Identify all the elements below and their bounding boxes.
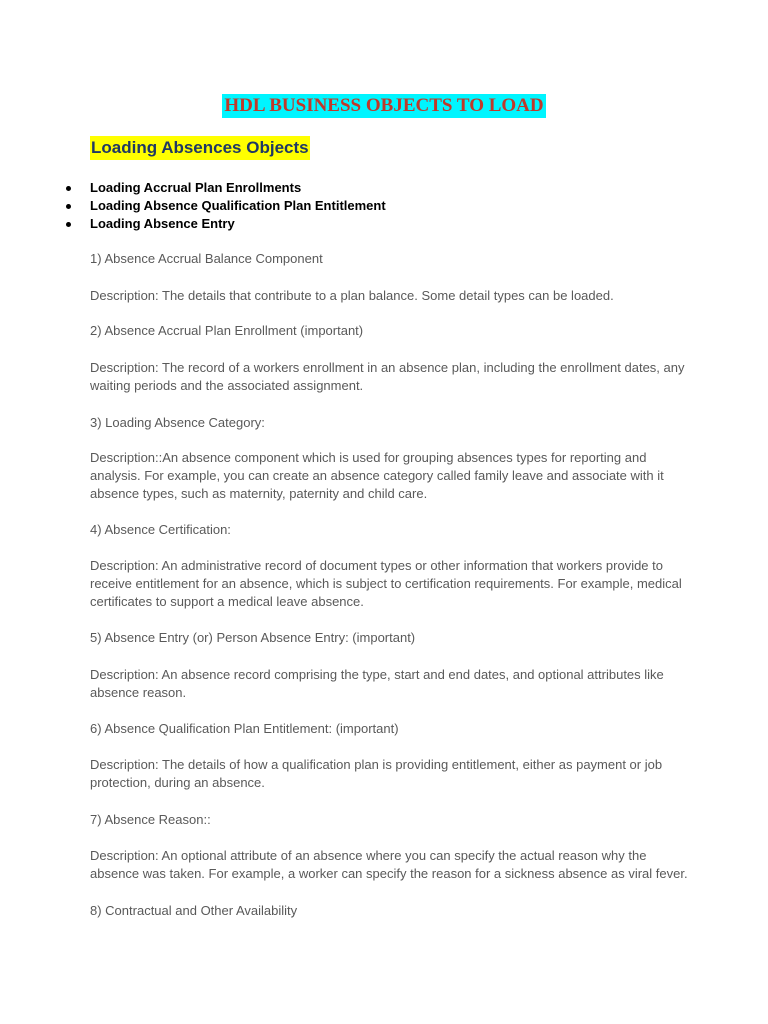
- bullet-list: [0, 179, 386, 233]
- main-title: HDL BUSINESS OBJECTS TO LOAD: [224, 95, 544, 116]
- section-title: Loading Absences Objects: [90, 136, 310, 160]
- heading-contractual-availability: 8) Contractual and Other Availability: [90, 903, 298, 918]
- bullet-label: Loading Absence Qualification Plan Entitlement: [90, 198, 386, 213]
- description-absence-reason: Description: An optional attribute of an absence where you can specify the actual reason why the absence was taken. For example, a worker can specify the reason for a sickness absence as viral fever.: [90, 848, 688, 881]
- heading-absence-category: 3) Loading Absence Category:: [90, 415, 265, 430]
- description-absence-accrual-plan-enrollment: Description: The record of a workers enrollment in an absence plan, including the enrollment dates, any waiting periods and the associated assignment.: [90, 360, 685, 393]
- heading-absence-reason: 7) Absence Reason::: [90, 812, 211, 827]
- bullet-dot-icon: [66, 186, 71, 191]
- bullet-label: Loading Absence Entry: [90, 216, 235, 231]
- heading-absence-accrual-balance: 1) Absence Accrual Balance Component: [90, 251, 323, 266]
- bullet-dot-icon: [66, 222, 71, 227]
- bullet-item: [0, 179, 386, 197]
- heading-absence-qualification-plan: 6) Absence Qualification Plan Entitlement: (important): [90, 721, 399, 736]
- heading-absence-accrual-plan-enrollment: 2) Absence Accrual Plan Enrollment (important): [90, 323, 364, 338]
- description-absence-entry: Description: An absence record comprising the type, start and end dates, and optional attributes like absence reason.: [90, 667, 664, 700]
- description-absence-category: Description::An absence component which is used for grouping absences types for reporting and analysis. For example, you can create an absence category called family leave and associate with it absence types, such as maternity, paternity and child care.: [90, 450, 664, 501]
- description-absence-accrual-balance: Description: The details that contribute to a plan balance. Some detail types can be loaded.: [90, 288, 614, 303]
- main-title-container: [0, 94, 768, 118]
- description-absence-certification: Description: An administrative record of document types or other information that workers provide to receive entitlement for an absence, which is subject to certification requirements. For example, medical certificates to support a medical leave absence.: [90, 558, 682, 609]
- bullet-label: Loading Accrual Plan Enrollments: [90, 180, 302, 195]
- description-absence-qualification-plan: Description: The details of how a qualification plan is providing entitlement, either as payment or job protection, during an absence.: [90, 757, 663, 790]
- heading-absence-entry: 5) Absence Entry (or) Person Absence Entry: (important): [90, 630, 416, 645]
- bullet-item: [0, 197, 386, 215]
- bullet-dot-icon: [66, 204, 71, 209]
- heading-absence-certification: 4) Absence Certification:: [90, 522, 231, 537]
- bullet-item: [0, 215, 386, 233]
